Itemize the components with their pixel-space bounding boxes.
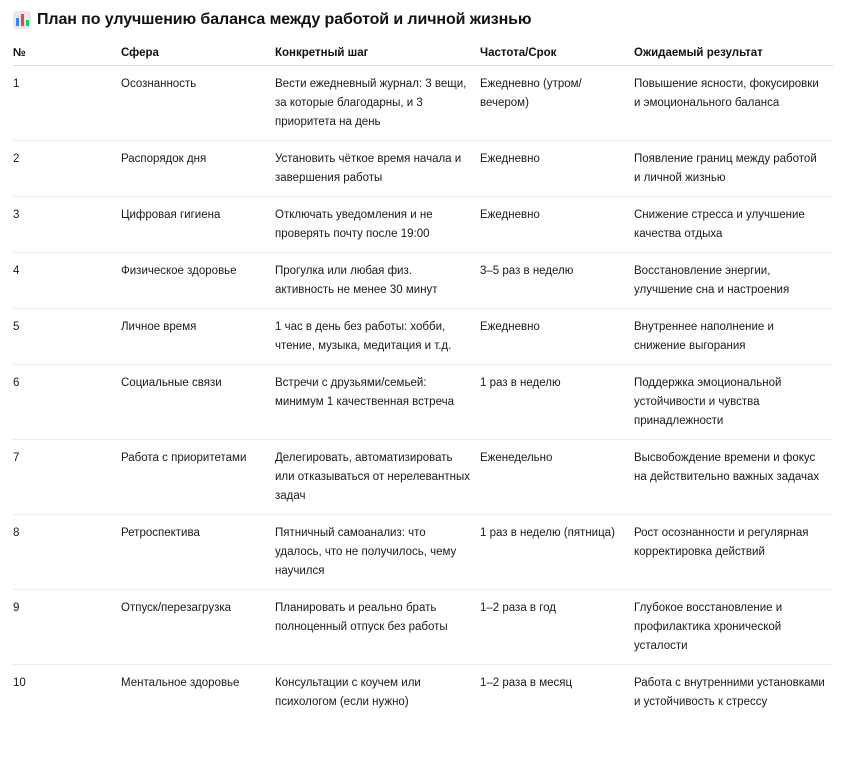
cell-number: 4 <box>13 253 121 309</box>
cell-step: Установить чёткое время начала и завершения работы <box>275 141 480 197</box>
cell-number: 7 <box>13 440 121 515</box>
table-row <box>13 141 833 197</box>
cell-step: Делегировать, автоматизировать или отказываться от нерелевантных задач <box>275 440 480 515</box>
cell-frequency: Еженедельно <box>480 440 634 515</box>
plan-table <box>13 40 833 720</box>
cell-frequency: 1–2 раза в месяц <box>480 677 573 689</box>
table-row <box>13 665 833 721</box>
table-row <box>13 590 833 665</box>
cell-number: 8 <box>13 515 121 590</box>
cell-number: 5 <box>13 309 121 365</box>
cell-area: Цифровая гигиена <box>121 197 275 253</box>
bar-chart-icon <box>13 11 31 29</box>
cell-area: Ретроспектива <box>121 515 275 590</box>
cell-result: Глубокое восстановление и профилактика хронической усталости <box>634 590 833 665</box>
cell-frequency: Ежедневно <box>480 141 634 197</box>
cell-result: Работа с внутренними установками и устойчивость к стрессу <box>634 677 825 708</box>
cell-result: Внутреннее наполнение и снижение выгорания <box>634 309 833 365</box>
cell-number: 10 <box>13 677 26 689</box>
cell-frequency: Ежедневно <box>480 309 634 365</box>
table-row <box>13 66 833 141</box>
cell-number: 3 <box>13 197 121 253</box>
header-frequency: Частота/Срок <box>480 40 634 66</box>
header-result: Ожидаемый результат <box>634 40 833 66</box>
cell-result: Появление границ между работой и личной жизнью <box>634 141 833 197</box>
document <box>13 0 833 720</box>
cell-step: Вести ежедневный журнал: 3 вещи, за которые благодарны, и 3 приоритета на день <box>275 66 480 141</box>
header-area: Сфера <box>121 40 275 66</box>
cell-step: Пятничный самоанализ: что удалось, что не получилось, чему научился <box>275 515 480 590</box>
table-header-row <box>13 40 833 66</box>
cell-frequency: 1 раз в неделю <box>480 365 634 440</box>
table-row <box>13 253 833 309</box>
page-title <box>13 0 833 40</box>
cell-area: Осознанность <box>121 66 275 141</box>
cell-result: Высвобождение времени и фокус на действительно важных задачах <box>634 440 833 515</box>
cell-result: Восстановление энергии, улучшение сна и настроения <box>634 253 833 309</box>
cell-step: Прогулка или любая физ. активность не менее 30 минут <box>275 253 480 309</box>
cell-step: Отключать уведомления и не проверять почту после 19:00 <box>275 197 480 253</box>
cell-area: Распорядок дня <box>121 141 275 197</box>
cell-frequency: 1–2 раза в год <box>480 590 634 665</box>
cell-area: Отпуск/перезагрузка <box>121 590 275 665</box>
cell-number: 2 <box>13 141 121 197</box>
cell-result: Снижение стресса и улучшение качества отдыха <box>634 197 833 253</box>
cell-frequency: 3–5 раз в неделю <box>480 253 634 309</box>
table-row <box>13 365 833 440</box>
table-row <box>13 515 833 590</box>
cell-result: Повышение ясности, фокусировки и эмоционального баланса <box>634 66 833 141</box>
cell-area: Ментальное здоровье <box>121 677 240 689</box>
cell-frequency: Ежедневно (утром/вечером) <box>480 66 634 141</box>
cell-number: 1 <box>13 66 121 141</box>
cell-area: Физическое здоровье <box>121 253 275 309</box>
table-row <box>13 197 833 253</box>
cell-step: Встречи с друзьями/семьей: минимум 1 качественная встреча <box>275 365 480 440</box>
cell-number: 6 <box>13 365 121 440</box>
page-title-text: План по улучшению баланса между работой и личной жизнью <box>37 11 532 28</box>
cell-number: 9 <box>13 590 121 665</box>
cell-step: Консультации с коучем или психологом (если нужно) <box>275 677 421 708</box>
header-step: Конкретный шаг <box>275 40 480 66</box>
cell-frequency: Ежедневно <box>480 197 634 253</box>
cell-area: Личное время <box>121 309 275 365</box>
table-row <box>13 440 833 515</box>
header-number: № <box>13 40 121 66</box>
cell-frequency: 1 раз в неделю (пятница) <box>480 515 634 590</box>
cell-area: Социальные связи <box>121 365 275 440</box>
cell-result: Поддержка эмоциональной устойчивости и чувства принадлежности <box>634 365 833 440</box>
table-row <box>13 309 833 365</box>
cell-step: 1 час в день без работы: хобби, чтение, музыка, медитация и т.д. <box>275 309 480 365</box>
cell-step: Планировать и реально брать полноценный отпуск без работы <box>275 590 480 665</box>
cell-area: Работа с приоритетами <box>121 440 275 515</box>
cell-result: Рост осознанности и регулярная корректировка действий <box>634 515 833 590</box>
